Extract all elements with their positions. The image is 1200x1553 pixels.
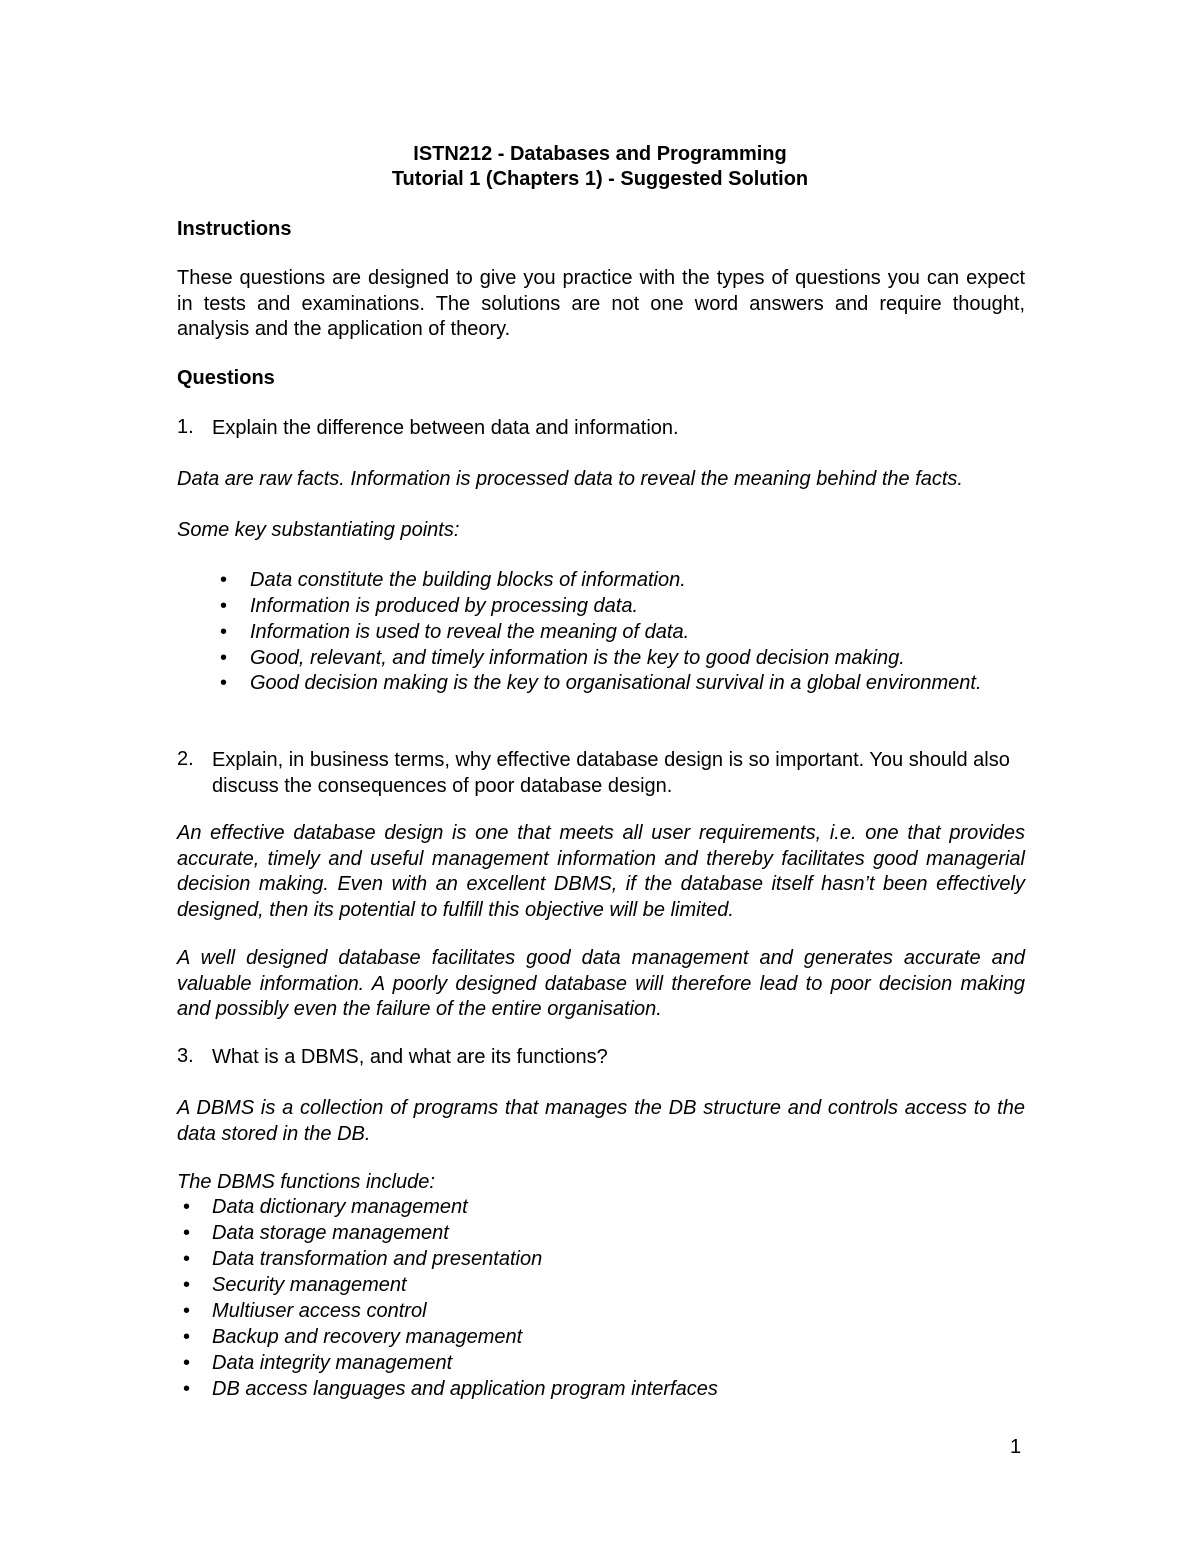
question-3-functions-intro: The DBMS functions include: (177, 1171, 435, 1193)
question-3-number: 3. (177, 1045, 194, 1067)
list-item: • Security management (183, 1274, 407, 1296)
bullet-icon: • (183, 1196, 191, 1218)
bullet-icon: • (220, 621, 228, 643)
question-1-points-list (220, 567, 1026, 696)
question-3-answer: A DBMS is a collection of programs that manages the DB structure and controls access to the data stored in the DB. (177, 1097, 1025, 1145)
bullet-icon: • (220, 595, 228, 617)
list-item: • Good, relevant, and timely information is the key to good decision making. (220, 647, 905, 669)
question-2-answer-paragraph-2: A well designed database facilitates good data management and generates accurate and valuable information. A poorly designed database will therefore lead to poor decision making and possibly even the failure of the entire organisation. (177, 947, 1025, 1020)
question-1-points-intro: Some key substantiating points: (177, 519, 460, 541)
list-item: • Data constitute the building blocks of information. (220, 569, 686, 591)
list-item: • Information is used to reveal the meaning of data. (220, 621, 690, 643)
question-2-text: Explain, in business terms, why effective database design is so important. You should also discuss the consequences of poor database design. (212, 749, 1010, 797)
question-3-functions-list (183, 1194, 912, 1402)
question-1-answer: Data are raw facts. Information is processed data to reveal the meaning behind the facts. (177, 468, 963, 490)
bullet-icon: • (183, 1248, 191, 1270)
list-item: • Information is produced by processing data. (220, 595, 638, 617)
list-item: • Data dictionary management (183, 1196, 468, 1218)
questions-heading: Questions (177, 367, 275, 389)
document-subtitle: Tutorial 1 (Chapters 1) - Suggested Solution (391, 168, 809, 190)
bullet-icon: • (183, 1352, 191, 1374)
question-1-number: 1. (177, 416, 194, 438)
list-item: • Backup and recovery management (183, 1326, 523, 1348)
list-item: • Data storage management (183, 1222, 449, 1244)
bullet-icon: • (220, 647, 228, 669)
bullet-icon: • (183, 1378, 191, 1400)
instructions-heading: Instructions (177, 218, 292, 240)
list-item: • Data transformation and presentation (183, 1248, 543, 1270)
question-3-text: What is a DBMS, and what are its functions? (212, 1046, 608, 1068)
question-2-number: 2. (177, 748, 194, 770)
list-item: • Data integrity management (183, 1352, 453, 1374)
question-1-text: Explain the difference between data and information. (212, 417, 679, 439)
bullet-icon: • (220, 672, 228, 694)
document-title: ISTN212 - Databases and Programming (413, 143, 787, 165)
list-item: • Good decision making is the key to organisational survival in a global environment. (220, 672, 982, 694)
bullet-icon: • (183, 1274, 191, 1296)
list-item: • DB access languages and application program interfaces (183, 1378, 718, 1400)
bullet-icon: • (183, 1326, 191, 1348)
bullet-icon: • (220, 569, 228, 591)
question-2-answer-paragraph-1: An effective database design is one that meets all user requirements, i.e. one that provides accurate, timely and useful management information and thereby facilitates good managerial decision making. Even with an excellent DBMS, if the database itself hasn’t been effectively designed, then its potential to fulfill this objective will be limited. (177, 822, 1025, 921)
instructions-text: These questions are designed to give you practice with the types of questions you can expect in tests and examinations. The solutions are not one word answers and require thought, analysis and the application of theory. (177, 267, 1025, 340)
bullet-icon: • (183, 1300, 191, 1322)
list-item: • Multiuser access control (183, 1300, 427, 1322)
page-number: 1 (1010, 1436, 1022, 1458)
bullet-icon: • (183, 1222, 191, 1244)
